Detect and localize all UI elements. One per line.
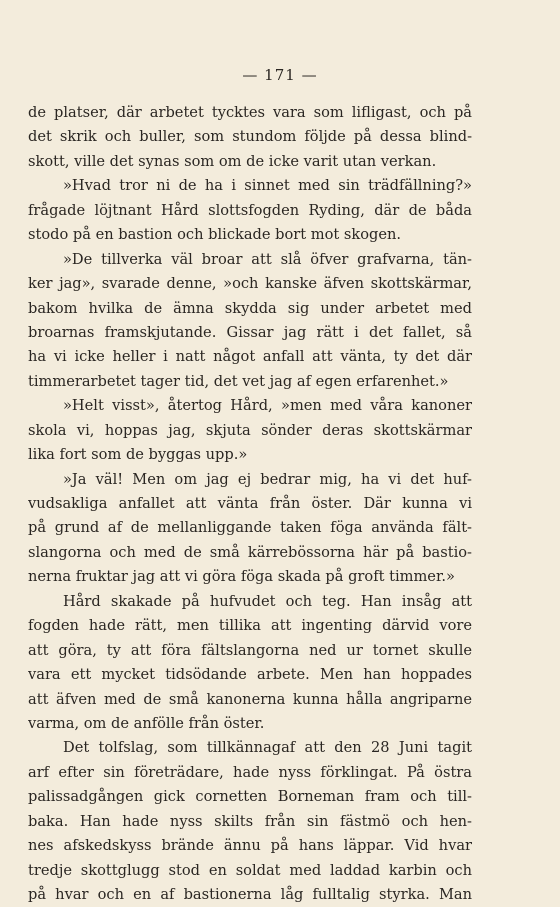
text-line: de platser, där arbetet tycktes vara som lifligast, och på <box>28 104 472 121</box>
text-line: vara ett mycket tidsödande arbete. Men han hoppades <box>28 666 472 684</box>
text-line: fogden hade rätt, men tillika att ingenting därvid vore <box>28 617 472 635</box>
text-line: »Hvad tror ni de ha i sinnet med sin trädfällning?» <box>63 177 472 195</box>
text-line: på grund af de mellanliggande taken föga använda fält- <box>28 519 472 537</box>
text-line: ha vi icke heller i natt något anfall att vänta, ty det där <box>28 348 472 366</box>
text-line: skola vi, hoppas jag, skjuta sönder deras skottskärmar <box>28 421 472 439</box>
text-line: palissadgången gick cornetten Borneman fram och till- <box>28 788 472 806</box>
text-line: lika fort som de byggas upp.» <box>28 446 248 464</box>
text-line: nes afskedskyss brände ännu på hans läppar. Vid hvar <box>28 837 472 855</box>
text-line: baka. Han hade nyss skilts från sin fästmö och hen- <box>28 812 472 830</box>
text-line: »De tillverka väl broar att slå öfver grafvarna, tän- <box>63 250 472 268</box>
body-text <box>28 101 472 907</box>
text-line: varma, om de anfölle från öster. <box>28 714 265 732</box>
text-line: ker jag», svarade denne, »och kanske äfven skottskärmar, <box>28 275 472 293</box>
text-line: frågade löjtnant Hård slottsfogden Ryding, där de båda <box>28 201 472 219</box>
text-line: nerna fruktar jag att vi göra föga skada på groft timmer.» <box>28 568 455 586</box>
text-line: timmerarbetet tager tid, det vet jag af egen erfarenhet.» <box>28 372 449 390</box>
text-line: att äfven med de små kanonerna kunna hålla angriparne <box>28 690 472 708</box>
text-line: stodo på en bastion och blickade bort mot skogen. <box>28 226 402 244</box>
text-line: broarnas framskjutande. Gissar jag rätt i det fallet, så <box>28 323 472 341</box>
text-line: att göra, ty att föra fältslangorna ned ur tornet skulle <box>28 641 472 659</box>
text-line: Det tolfslag, som tillkännagaf att den 28 Juni tagit <box>63 739 472 757</box>
text-line: det skrik och buller, som stundom följde på dessa blind- <box>28 128 472 146</box>
text-line: skott, ville det synas som om de icke varit utan verkan. <box>28 152 437 170</box>
text-line: »Helt visst», återtog Hård, »men med våra kanoner <box>63 397 472 415</box>
text-line: Hård skakade på hufvudet och teg. Han insåg att <box>63 592 472 610</box>
text-line: vudsakliga anfallet att vänta från öster. Där kunna vi <box>28 495 472 512</box>
text-line: tredje skottglugg stod en soldat med laddad karbin och <box>28 861 472 879</box>
text-line: på hvar och en af bastionerna låg fulltalig styrka. Man <box>28 886 472 903</box>
text-line: arf efter sin företrädare, hade nyss förklingat. På östra <box>28 763 472 781</box>
text-line: bakom hvilka de ämna skydda sig under arbetet med <box>28 299 472 317</box>
text-line: »Ja väl! Men om jag ej bedrar mig, ha vi det huf- <box>63 470 472 488</box>
page-number: — 171 — <box>242 66 318 84</box>
text-line: slangorna och med de små kärrebössorna här på bastio- <box>28 543 472 561</box>
